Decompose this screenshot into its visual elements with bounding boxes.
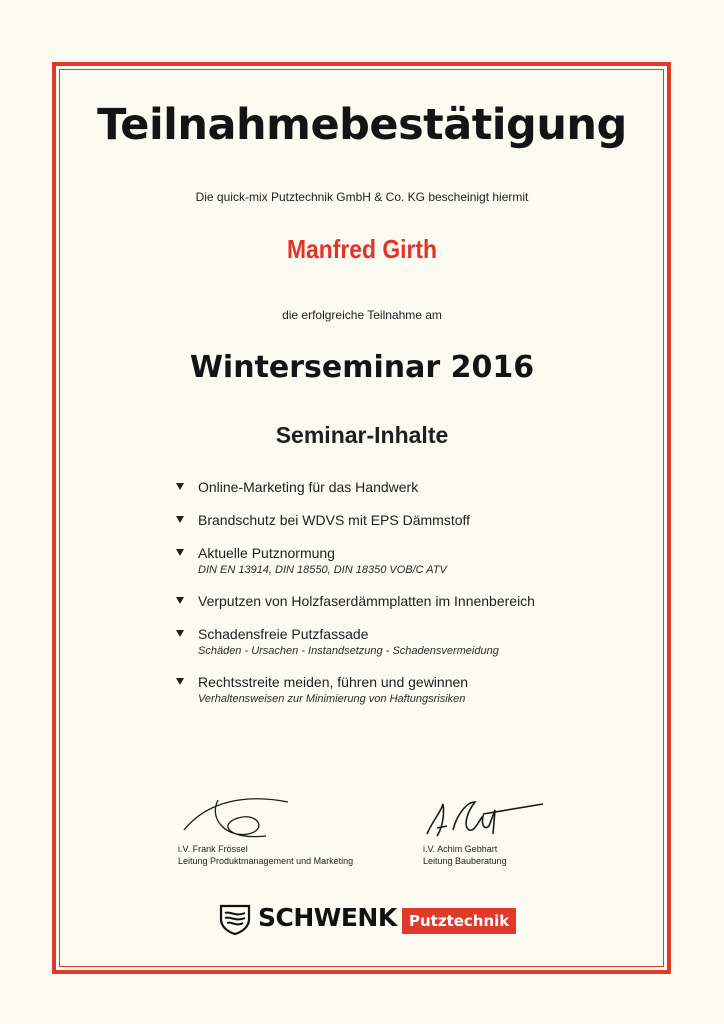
participant-name: Manfred Girth bbox=[286, 234, 437, 264]
bullet-icon bbox=[176, 483, 184, 490]
logo-wordmark: SCHWENK bbox=[258, 903, 397, 932]
schwenk-emblem-icon bbox=[218, 903, 252, 935]
signatory-name: i.V. Achim Gebhart bbox=[423, 844, 498, 854]
signature-image bbox=[423, 790, 553, 846]
participation-text: die erfolgreiche Teilnahme am bbox=[282, 308, 442, 322]
topic-item bbox=[176, 673, 656, 707]
topic-detail: Schäden - Ursachen - Instandsetzung - Schadensvermeidung bbox=[198, 645, 499, 657]
topic-title: Verputzen von Holzfaserdämmplatten im Innenbereich bbox=[198, 593, 535, 609]
logo-tag: Putztechnik bbox=[402, 908, 516, 934]
topic-item bbox=[176, 625, 656, 659]
event-title: Winterseminar 2016 bbox=[189, 350, 535, 385]
section-heading: Seminar-Inhalte bbox=[275, 422, 449, 448]
signatory-name: i.V. Frank Frössel bbox=[178, 844, 248, 854]
topic-title: Online-Marketing für das Handwerk bbox=[198, 479, 419, 495]
topic-detail: Verhaltensweisen zur Minimierung von Haftungsrisiken bbox=[198, 693, 466, 705]
bullet-icon bbox=[176, 597, 184, 604]
bullet-icon bbox=[176, 549, 184, 556]
intro-text: Die quick-mix Putztechnik GmbH & Co. KG bescheinigt hiermit bbox=[195, 190, 529, 204]
signatory-role: Leitung Bauberatung bbox=[423, 856, 507, 866]
topic-item bbox=[176, 478, 656, 497]
topic-title: Rechtsstreite meiden, führen und gewinnen bbox=[198, 674, 469, 690]
topic-detail: DIN EN 13914, DIN 18550, DIN 18350 VOB/C ATV bbox=[198, 564, 447, 576]
topic-item bbox=[176, 544, 656, 578]
bullet-icon bbox=[176, 516, 184, 523]
topic-item bbox=[176, 592, 656, 611]
bullet-icon bbox=[176, 630, 184, 637]
topic-title: Aktuelle Putznormung bbox=[198, 545, 335, 561]
bullet-icon bbox=[176, 678, 184, 685]
signature-image bbox=[178, 790, 308, 846]
topic-title: Brandschutz bei WDVS mit EPS Dämmstoff bbox=[198, 512, 471, 528]
topic-item bbox=[176, 511, 656, 530]
topic-title: Schadensfreie Putzfassade bbox=[198, 626, 369, 642]
signatory-role: Leitung Produktmanagement und Marketing bbox=[178, 856, 354, 866]
certificate-title: Teilnahmebestätigung bbox=[97, 100, 627, 150]
topic-list bbox=[176, 478, 656, 721]
company-logo bbox=[218, 901, 510, 939]
